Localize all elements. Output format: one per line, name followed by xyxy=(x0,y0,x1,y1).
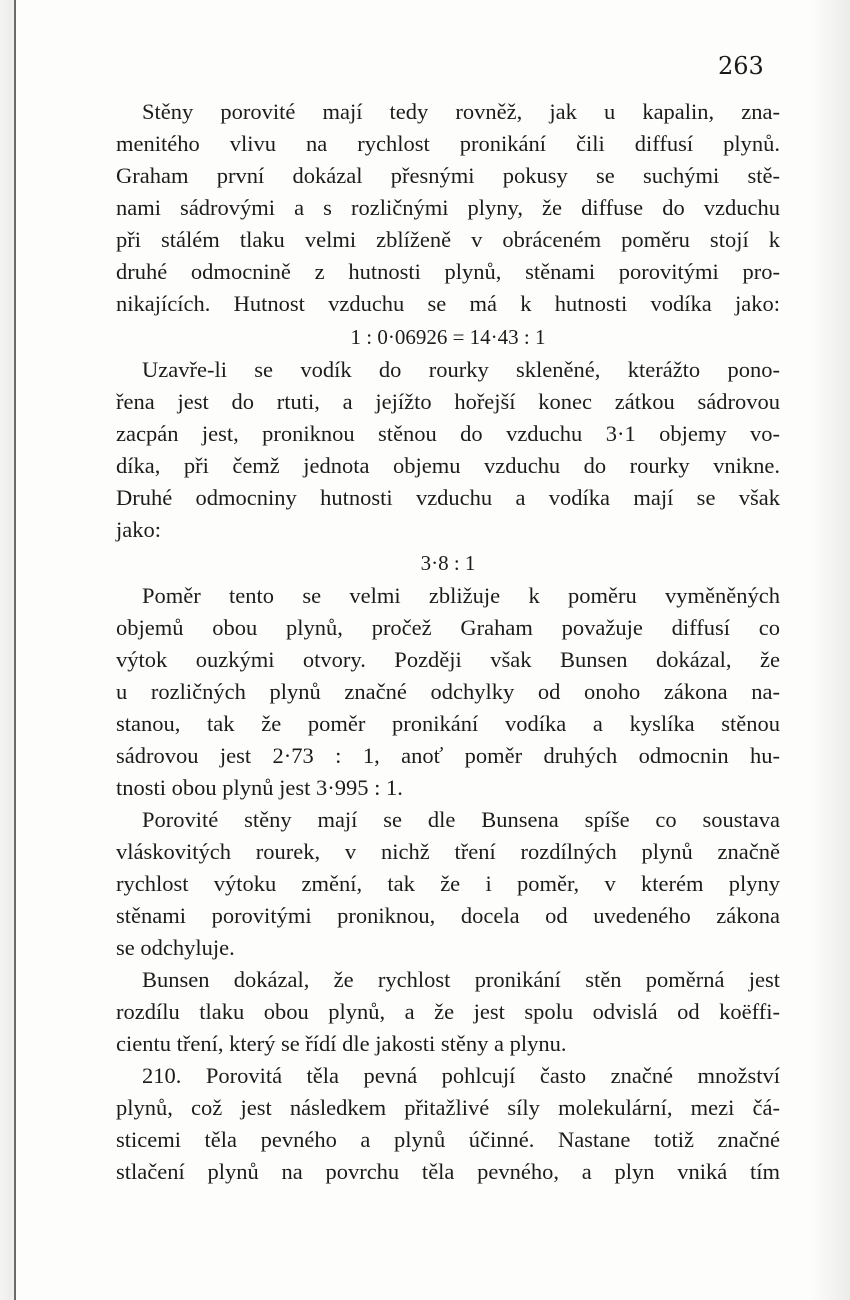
text-line: vláskovitých rourek, v nichž tření rozdílných plynů značně xyxy=(116,839,780,864)
paragraph-2 xyxy=(116,354,780,580)
paragraph-section-210 xyxy=(116,1060,780,1188)
page-number: 263 xyxy=(718,52,764,80)
text-line: zacpán jest, proniknou stěnou do vzduchu 3·1 objemy vo- xyxy=(116,421,780,446)
text-line: rozdílu tlaku obou plynů, a že jest spolu odvislá od koëffi- xyxy=(116,999,780,1024)
paragraph-4 xyxy=(116,804,780,964)
text-line: Uzavře-li se vodík do rourky skleněné, kterážto pono- xyxy=(142,357,780,382)
equation-root-ratio: 3·8 : 1 xyxy=(420,551,476,575)
text-line: jako: xyxy=(116,517,161,542)
page-body xyxy=(116,96,780,1188)
text-line: menitého vlivu na rychlost pronikání čili diffusí plynů. xyxy=(116,131,780,156)
text-line: u rozličných plynů značné odchylky od onoho zákona na- xyxy=(116,679,780,704)
text-line: objemů obou plynů, pročež Graham považuje diffusí co xyxy=(116,615,780,640)
text-line: Bunsen dokázal, že rychlost pronikání stěn poměrná jest xyxy=(142,967,780,992)
text-line: Poměr tento se velmi zbližuje k poměru vyměněných xyxy=(142,583,780,608)
text-line: druhé odmocnině z hutnosti plynů, stěnami porovitými pro- xyxy=(116,259,780,284)
page-right-shadow xyxy=(810,0,850,1300)
text-line: nami sádrovými a s rozličnými plyny, že diffuse do vzduchu xyxy=(116,195,780,220)
text-line: Porovité stěny mají se dle Bunsena spíše co soustava xyxy=(142,807,780,832)
text-line: plynů, což jest následkem přitažlivé síly molekulární, mezi čá- xyxy=(116,1095,780,1120)
paragraph-5 xyxy=(116,964,780,1060)
text-line: tnosti obou plynů jest 3·995 : 1. xyxy=(116,775,403,800)
paragraph-3 xyxy=(116,580,780,804)
text-line: Druhé odmocniny hutnosti vzduchu a vodíka mají se však xyxy=(116,485,780,510)
text-line: řena jest do rtuti, a jejížto hořejší konec zátkou sádrovou xyxy=(116,389,780,414)
text-line: cientu tření, který se řídí dle jakosti stěny a plynu. xyxy=(116,1031,567,1056)
text-line: výtok ouzkými otvory. Později však Bunsen dokázal, že xyxy=(116,647,780,672)
text-line: stanou, tak že poměr pronikání vodíka a kyslíka stěnou xyxy=(116,711,780,736)
text-line: stlačení plynů na povrchu těla pevného, a plyn vniká tím xyxy=(116,1159,780,1184)
text-line: Stěny porovité mají tedy rovněž, jak u kapalin, zna- xyxy=(142,99,780,124)
text-line: stěnami porovitými proniknou, docela od uvedeného zákona xyxy=(116,903,780,928)
text-line: se odchyluje. xyxy=(116,935,235,960)
text-line: nikajících. Hutnost vzduchu se má k hutnosti vodíka jako: xyxy=(116,291,780,316)
text-line: 210. Porovitá těla pevná pohlcují často značné množství xyxy=(142,1063,780,1088)
text-line: rychlost výtoku změní, tak že i poměr, v kterém plyny xyxy=(116,871,780,896)
text-line: sticemi těla pevného a plynů účinné. Nastane totiž značné xyxy=(116,1127,780,1152)
page-binding-line xyxy=(14,0,16,1300)
text-line: sádrovou jest 2·73 : 1, anoť poměr druhých odmocnin hu- xyxy=(116,743,780,768)
paragraph-1 xyxy=(116,96,780,354)
text-line: díka, při čemž jednota objemu vzduchu do rourky vnikne. xyxy=(116,453,780,478)
text-line: při stálém tlaku velmi zblíženě v obráceném poměru stojí k xyxy=(116,227,780,252)
page-binding-edge xyxy=(0,0,15,1300)
text-line: Graham první dokázal přesnými pokusy se suchými stě- xyxy=(116,163,780,188)
equation-density-ratio: 1 : 0·06926 = 14·43 : 1 xyxy=(350,325,546,349)
